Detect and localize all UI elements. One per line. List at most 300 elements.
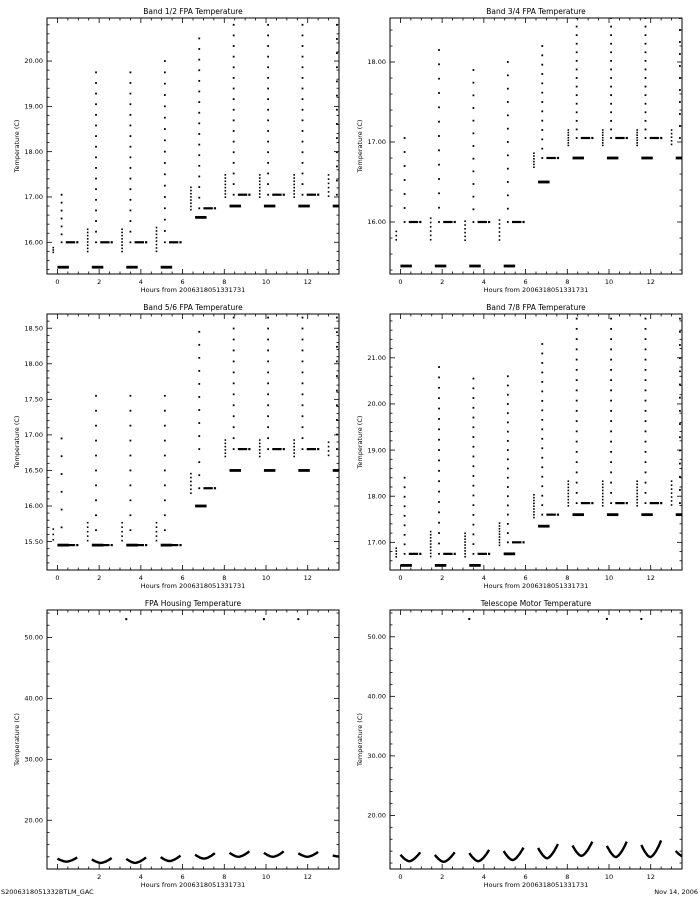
- data-point: [636, 142, 638, 144]
- data-point: [610, 461, 612, 463]
- data-point: [233, 371, 235, 373]
- data-point: [130, 167, 132, 169]
- data-point: [214, 487, 216, 489]
- y-tick-label: 19.00: [367, 446, 386, 455]
- data-point: [95, 231, 97, 233]
- data-point: [336, 375, 338, 377]
- data-point: [533, 508, 535, 510]
- data-point: [233, 77, 235, 79]
- data-point: [302, 339, 304, 341]
- data-point: [198, 122, 200, 124]
- data-point: [499, 219, 501, 221]
- data-point: [602, 139, 604, 141]
- data-point: [61, 526, 63, 528]
- data-point: [507, 412, 509, 414]
- data-point: [640, 618, 642, 620]
- data-point: [650, 137, 659, 139]
- data-point: [302, 56, 304, 58]
- data-point: [61, 473, 63, 475]
- data-point: [533, 161, 535, 163]
- data-point: [679, 318, 681, 320]
- data-point: [438, 460, 440, 462]
- data-point: [615, 137, 624, 139]
- data-point: [336, 331, 338, 333]
- data-point: [522, 221, 524, 223]
- x-tick-label: 12: [303, 574, 312, 582]
- data-point: [581, 137, 590, 139]
- data-point: [233, 98, 235, 100]
- data-point: [576, 430, 578, 432]
- data-point: [464, 544, 466, 546]
- data-point: [95, 188, 97, 190]
- data-point: [636, 502, 638, 504]
- data-point: [610, 318, 612, 320]
- data-point: [395, 235, 397, 237]
- data-point: [684, 137, 693, 139]
- data-point: [111, 544, 113, 546]
- x-axis-label: Hours from 2006318051331731: [483, 286, 589, 294]
- x-tick-label: 8: [222, 278, 227, 286]
- data-point: [568, 137, 570, 139]
- data-point: [468, 618, 470, 620]
- data-point: [473, 132, 475, 134]
- data-point: [430, 230, 432, 232]
- data-point: [499, 522, 501, 524]
- data-point: [679, 344, 681, 346]
- data-point: [95, 103, 97, 105]
- data-curve: [161, 856, 181, 862]
- data-point: [198, 383, 200, 385]
- data-point: [645, 86, 647, 88]
- data-point: [225, 193, 227, 195]
- data-point: [541, 466, 543, 468]
- data-point: [130, 93, 132, 95]
- data-point: [61, 233, 63, 235]
- data-point: [57, 266, 68, 269]
- data-point: [328, 455, 330, 457]
- data-point: [293, 193, 295, 195]
- data-point: [130, 484, 132, 486]
- data-point: [435, 564, 446, 567]
- data-point: [283, 448, 285, 450]
- x-tick-label: 10: [261, 873, 271, 881]
- data-point: [645, 43, 647, 45]
- data-point: [336, 390, 338, 392]
- data-point: [610, 410, 612, 412]
- data-point: [507, 375, 509, 377]
- data-point: [225, 443, 227, 445]
- data-point: [533, 500, 535, 502]
- data-point: [225, 196, 227, 198]
- x-tick-label: 2: [440, 278, 445, 286]
- y-tick-label: 20.00: [367, 400, 386, 409]
- data-point: [61, 226, 63, 228]
- data-point: [298, 469, 309, 472]
- data-point: [164, 499, 166, 501]
- data-point: [660, 502, 662, 504]
- data-point: [607, 513, 618, 516]
- data-point: [538, 525, 549, 528]
- data-point: [507, 541, 509, 543]
- data-point: [409, 221, 418, 223]
- data-point: [95, 114, 97, 116]
- data-point: [541, 485, 543, 487]
- data-point: [671, 129, 673, 131]
- data-point: [267, 162, 269, 164]
- data-point: [121, 244, 123, 246]
- data-point: [52, 539, 54, 541]
- data-point: [473, 426, 475, 428]
- plot-frame: [390, 18, 682, 274]
- data-point: [499, 239, 501, 241]
- x-tick-label: 2: [97, 574, 102, 582]
- data-point: [164, 470, 166, 472]
- data-point: [602, 134, 604, 136]
- data-point: [576, 103, 578, 105]
- data-point: [541, 353, 543, 355]
- data-point: [264, 205, 275, 208]
- data-point: [95, 499, 97, 501]
- x-tick-label: 2: [440, 873, 445, 881]
- data-point: [464, 236, 466, 238]
- data-point: [507, 495, 509, 497]
- data-point: [302, 35, 304, 37]
- data-point: [607, 157, 618, 160]
- data-point: [130, 178, 132, 180]
- data-curve: [126, 857, 146, 863]
- data-point: [95, 425, 97, 427]
- data-point: [272, 448, 281, 450]
- data-point: [302, 130, 304, 132]
- data-curve: [264, 851, 284, 857]
- data-point: [610, 492, 612, 494]
- data-point: [95, 167, 97, 169]
- data-point: [238, 448, 247, 450]
- data-point: [671, 144, 673, 146]
- data-point: [473, 221, 475, 223]
- data-point: [541, 101, 543, 103]
- data-point: [404, 505, 406, 507]
- data-point: [430, 222, 432, 224]
- data-point: [225, 452, 227, 454]
- data-point: [533, 155, 535, 157]
- data-point: [87, 522, 89, 524]
- data-point: [190, 190, 192, 192]
- data-point: [328, 195, 330, 197]
- data-point: [233, 109, 235, 111]
- data-point: [61, 218, 63, 220]
- data-point: [541, 362, 543, 364]
- data-point: [92, 266, 103, 269]
- data-point: [190, 202, 192, 204]
- data-point: [225, 449, 227, 451]
- data-point: [610, 69, 612, 71]
- data-point: [438, 92, 440, 94]
- data-point: [87, 531, 89, 533]
- data-point: [507, 421, 509, 423]
- data-point: [164, 219, 166, 221]
- data-point: [233, 141, 235, 143]
- data-point: [190, 485, 192, 487]
- data-point: [267, 56, 269, 58]
- data-point: [404, 179, 406, 181]
- data-point: [230, 205, 241, 208]
- data-point: [198, 396, 200, 398]
- data-point: [203, 207, 212, 209]
- data-point: [95, 241, 97, 243]
- data-point: [438, 366, 440, 368]
- data-point: [576, 51, 578, 53]
- x-tick-label: 10: [604, 574, 614, 582]
- data-point: [507, 88, 509, 90]
- data-point: [198, 409, 200, 411]
- data-point: [581, 502, 590, 504]
- data-point: [610, 441, 612, 443]
- data-point: [541, 73, 543, 75]
- data-point: [695, 502, 697, 504]
- data-point: [190, 488, 192, 490]
- x-tick-label: 4: [138, 574, 143, 582]
- data-point: [507, 168, 509, 170]
- data-series: [52, 317, 353, 547]
- data-point: [145, 544, 147, 546]
- data-point: [267, 119, 269, 121]
- data-point: [576, 389, 578, 391]
- data-point: [438, 106, 440, 108]
- data-point: [52, 528, 54, 530]
- data-point: [293, 439, 295, 441]
- data-point: [198, 474, 200, 476]
- data-point: [602, 129, 604, 131]
- data-point: [464, 232, 466, 234]
- data-point: [95, 71, 97, 73]
- data-point: [52, 249, 54, 251]
- data-point: [610, 77, 612, 79]
- data-point: [95, 93, 97, 95]
- data-point: [636, 487, 638, 489]
- data-point: [610, 129, 612, 131]
- x-tick-label: 8: [222, 873, 227, 881]
- data-point: [507, 61, 509, 63]
- data-point: [507, 431, 509, 433]
- data-point: [430, 217, 432, 219]
- data-point: [679, 502, 681, 504]
- data-point: [541, 92, 543, 94]
- data-point: [164, 544, 166, 546]
- y-tick-label: 16.00: [367, 218, 386, 227]
- data-point: [404, 207, 406, 209]
- data-point: [473, 94, 475, 96]
- data-point: [541, 495, 543, 497]
- data-point: [507, 440, 509, 442]
- data-point: [679, 29, 681, 31]
- data-point: [404, 534, 406, 536]
- data-point: [336, 81, 338, 83]
- data-point: [198, 357, 200, 359]
- data-point: [336, 404, 338, 406]
- data-point: [636, 132, 638, 134]
- data-point: [679, 423, 681, 425]
- chart-panel-2: [356, 7, 697, 294]
- data-point: [404, 524, 406, 526]
- data-point: [557, 514, 559, 516]
- data-point: [464, 533, 466, 535]
- data-point: [225, 456, 227, 458]
- data-point: [198, 69, 200, 71]
- data-point: [298, 205, 309, 208]
- x-tick-label: 2: [97, 278, 102, 286]
- data-point: [267, 426, 269, 428]
- data-point: [645, 369, 647, 371]
- data-point: [430, 540, 432, 542]
- x-tick-label: 10: [604, 873, 614, 881]
- data-point: [259, 446, 261, 448]
- data-point: [267, 35, 269, 37]
- data-point: [404, 553, 406, 555]
- data-point: [267, 130, 269, 132]
- data-point: [198, 144, 200, 146]
- data-point: [302, 393, 304, 395]
- data-point: [568, 493, 570, 495]
- data-point: [164, 514, 166, 516]
- data-point: [602, 142, 604, 144]
- data-curve: [92, 858, 112, 863]
- data-point: [568, 145, 570, 147]
- y-axis-label: Temperature (C): [356, 415, 364, 469]
- data-point: [404, 486, 406, 488]
- data-point: [404, 543, 406, 545]
- x-axis-label: Hours from 2006318051331731: [483, 582, 589, 590]
- data-point: [602, 487, 604, 489]
- data-point: [610, 471, 612, 473]
- data-point: [430, 553, 432, 555]
- data-point: [499, 531, 501, 533]
- data-point: [533, 497, 535, 499]
- data-point: [645, 328, 647, 330]
- data-point: [419, 553, 421, 555]
- data-point: [576, 338, 578, 340]
- data-point: [156, 244, 158, 246]
- data-point: [267, 437, 269, 439]
- data-point: [352, 448, 354, 450]
- data-point: [267, 45, 269, 47]
- data-point: [302, 119, 304, 121]
- data-curve: [573, 842, 593, 856]
- data-point: [336, 194, 338, 196]
- data-point: [328, 187, 330, 189]
- data-point: [568, 490, 570, 492]
- data-point: [130, 440, 132, 442]
- data-point: [576, 69, 578, 71]
- data-point: [679, 450, 681, 452]
- data-point: [576, 120, 578, 122]
- data-point: [507, 128, 509, 130]
- data-point: [473, 485, 475, 487]
- x-tick-label: 12: [303, 873, 312, 881]
- data-point: [645, 389, 647, 391]
- data-point: [259, 177, 261, 179]
- data-point: [645, 451, 647, 453]
- data-point: [645, 111, 647, 113]
- data-point: [130, 146, 132, 148]
- data-point: [568, 483, 570, 485]
- data-point: [645, 69, 647, 71]
- data-point: [541, 82, 543, 84]
- data-point: [156, 237, 158, 239]
- data-point: [438, 78, 440, 80]
- data-point: [610, 103, 612, 105]
- data-point: [259, 184, 261, 186]
- data-point: [645, 420, 647, 422]
- data-point: [610, 328, 612, 330]
- data-point: [507, 477, 509, 479]
- data-point: [645, 482, 647, 484]
- data-point: [164, 196, 166, 198]
- data-point: [333, 205, 344, 208]
- data-point: [671, 136, 673, 138]
- data-point: [190, 473, 192, 475]
- data-point: [293, 449, 295, 451]
- data-point: [454, 221, 456, 223]
- data-point: [636, 134, 638, 136]
- data-point: [130, 156, 132, 158]
- x-tick-label: 6: [523, 873, 528, 881]
- data-point: [507, 486, 509, 488]
- data-point: [473, 378, 475, 380]
- data-point: [190, 477, 192, 479]
- data-point: [52, 252, 54, 254]
- data-curve: [195, 853, 215, 858]
- data-point: [336, 317, 338, 319]
- data-point: [156, 251, 158, 253]
- y-tick-label: 16.50: [24, 466, 43, 475]
- data-point: [671, 500, 673, 502]
- data-point: [438, 491, 440, 493]
- data-point: [233, 194, 235, 196]
- data-point: [293, 452, 295, 454]
- data-point: [233, 317, 235, 319]
- data-point: [267, 350, 269, 352]
- data-point: [464, 556, 466, 558]
- plot-frame: [390, 314, 682, 570]
- data-point: [302, 151, 304, 153]
- x-tick-label: 12: [303, 278, 312, 286]
- data-point: [499, 231, 501, 233]
- data-point: [679, 101, 681, 103]
- data-point: [121, 540, 123, 542]
- data-point: [198, 186, 200, 188]
- data-point: [336, 66, 338, 68]
- data-point: [541, 457, 543, 459]
- data-point: [233, 437, 235, 439]
- data-point: [302, 183, 304, 185]
- data-point: [267, 371, 269, 373]
- data-point: [233, 393, 235, 395]
- data-point: [610, 137, 612, 139]
- data-point: [130, 188, 132, 190]
- data-point: [507, 468, 509, 470]
- data-series: [57, 618, 352, 863]
- data-point: [473, 524, 475, 526]
- data-point: [469, 265, 480, 268]
- data-point: [121, 228, 123, 230]
- data-point: [576, 86, 578, 88]
- data-point: [302, 173, 304, 175]
- data-point: [507, 532, 509, 534]
- data-point: [507, 194, 509, 196]
- data-curve: [641, 840, 661, 857]
- data-curve: [469, 850, 489, 861]
